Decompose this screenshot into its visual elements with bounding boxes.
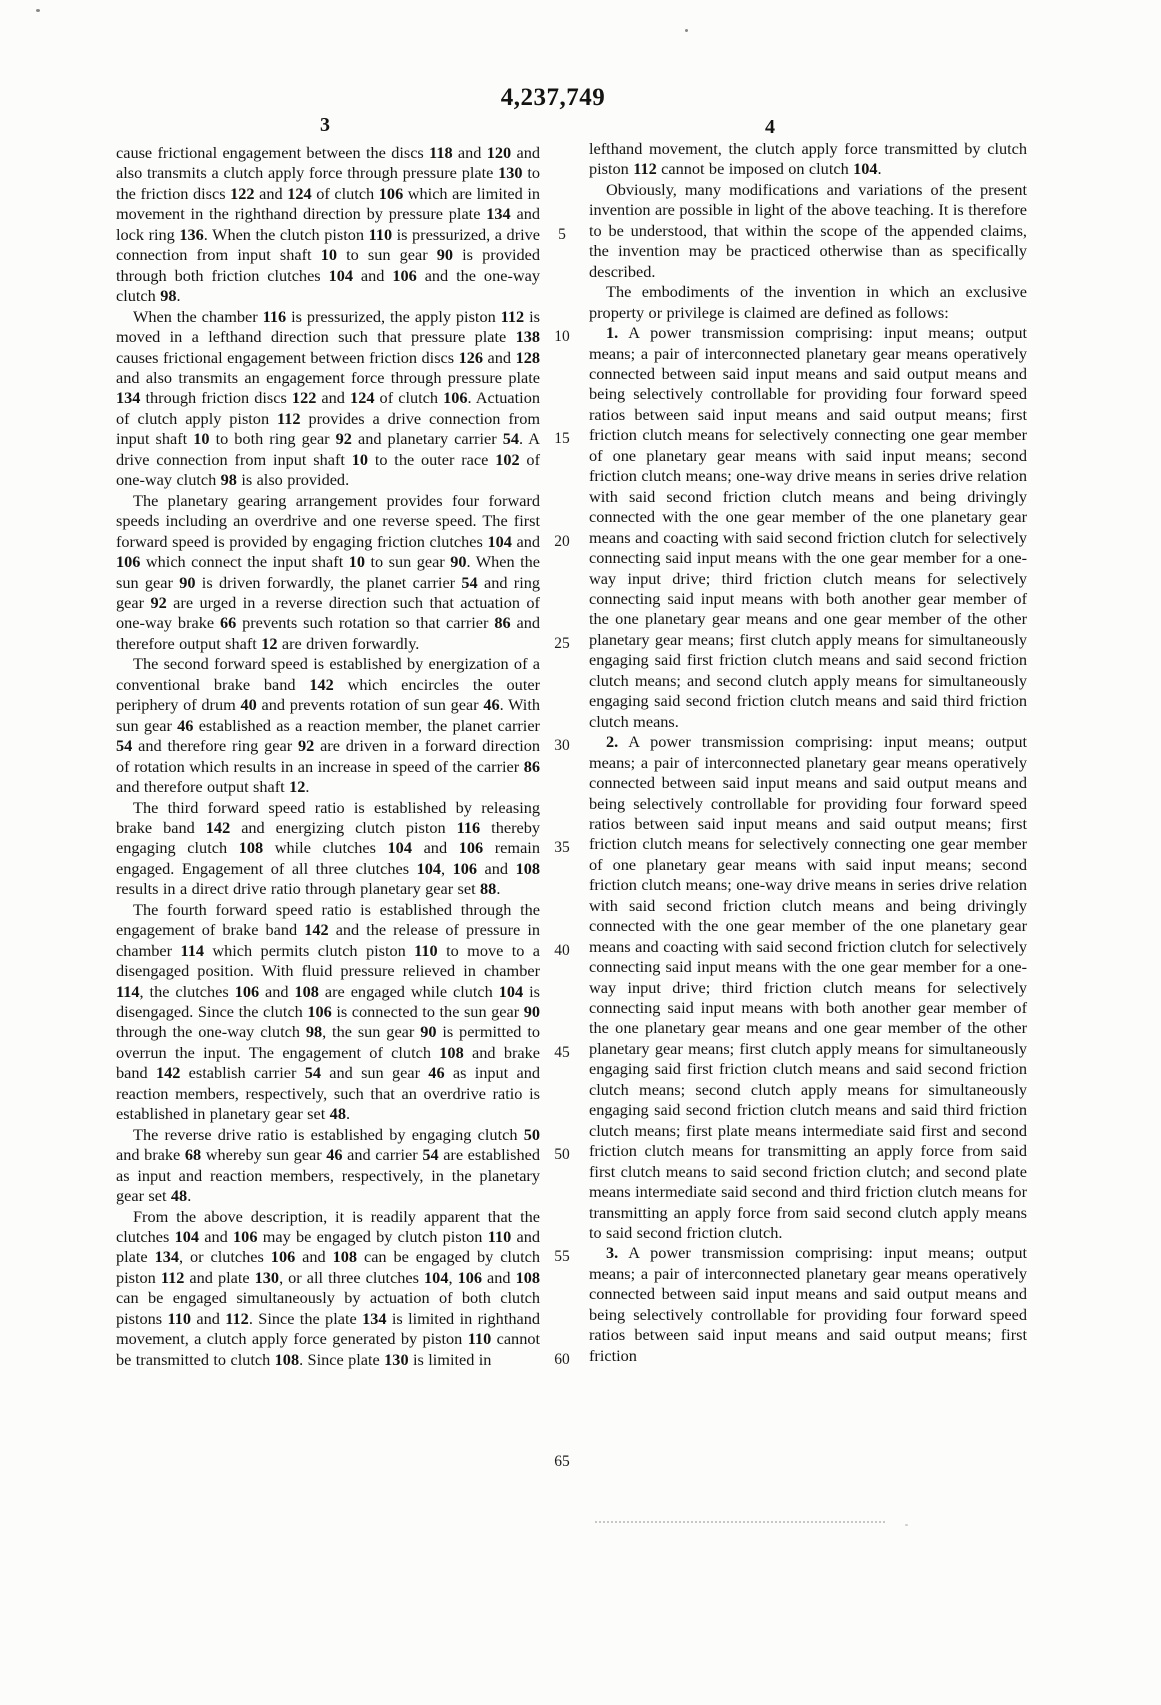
- line-number-65: 65: [554, 1452, 570, 1470]
- paragraph: 1. A power transmission comprising: input means; output means; a pair of interconnected planetary gear means operatively connected between said input means and said output means and being selectively controllable for providing four forward speed ratios between said input means and said output means; first friction clutch means for selectively connecting one gear member of one planetary gear means with said input means; second friction clutch means; one-way drive means in series drive relation with said second friction clutch means and being drivingly connected with the one gear member of the one planetary gear means and coacting with said second friction clutch for selectively connecting said input means with the one gear member for a one-way input drive; third friction clutch means for selectively connecting said input means with both another gear member of the one planetary gear means and one gear member of the other planetary gear means; first clutch apply means for simultaneously engaging said first friction clutch means and said second friction clutch means; and second clutch apply means for simultaneously engaging said second friction clutch means and said third friction clutch means.: [589, 323, 1027, 731]
- paragraph: The embodiments of the invention in which an exclusive property or privilege is claimed are defined as follows:: [589, 282, 1027, 322]
- paragraph: 3. A power transmission comprising: input means; output means; a pair of interconnected planetary gear means operatively connected between said input means and said output means and being selectively controllable for providing four forward speed ratios between said input means and said output means; first friction: [589, 1243, 1027, 1365]
- paragraph: From the above description, it is readily apparent that the clutches 104 and 106 may be engaged by clutch piston 110 and plate 134, or clutches 106 and 108 can be engaged by clutch piston 112 and plate 130, or all three clutches 104, 106 and 108 can be engaged simultaneously by actuation of both clutch pistons 110 and 112. Since the plate 134 is limited in righthand movement, a clutch apply force generated by piston 110 cannot be transmitted to clutch 108. Since plate 130 is limited in: [116, 1206, 540, 1369]
- scan-speck: [685, 29, 688, 32]
- line-number-60: 60: [554, 1350, 570, 1368]
- paragraph: Obviously, many modifications and variations of the present invention are possible in light of the above teaching. It is therefore to be understood, that within the scope of the appended claims, the invention may be practiced otherwise than as specifically described.: [589, 179, 1027, 281]
- line-number-15: 15: [554, 430, 570, 448]
- paragraph: 2. A power transmission comprising: input means; output means; a pair of interconnected planetary gear means operatively connected between said input means and said output means and being selectively controllable for providing four forward speed ratios between said input means and said output means; first friction clutch means for selectively connecting one gear member of one planetary gear means with said input means; second friction clutch means; one-way drive means in series drive relation with said second friction clutch means and being drivingly connected with the one gear member of the one planetary gear means and coacting with said second friction clutch for selectively connecting said input means with the one gear member for a one-way input drive; third friction clutch means for selectively connecting said input means with both another gear member of the one planetary gear means and one gear member of the other planetary gear means; first clutch apply means for simultaneously engaging said first friction clutch means and said second friction clutch means; second clutch apply means for simultaneously engaging said second friction clutch means and said third friction clutch means; first plate means intermediate said first and second friction clutch means for transmitting an apply force from said first clutch means to said second friction clutch; and second plate means intermediate said second and third friction clutch means for transmitting an apply force from said second clutch apply means to said second friction clutch.: [589, 732, 1027, 1243]
- column-left-text: [116, 143, 540, 1370]
- line-number-45: 45: [554, 1043, 570, 1061]
- paragraph: cause frictional engagement between the discs 118 and 120 and also transmits a clutch apply force through pressure plate 130 to the friction discs 122 and 124 of clutch 106 which are limited in movement in the righthand direction by pressure plate 134 and lock ring 136. When the clutch piston 110 is pressurized, a drive connection from input shaft 10 to sun gear 90 is provided through both friction clutches 104 and 106 and the one-way clutch 98.: [116, 143, 541, 306]
- paragraph: The fourth forward speed ratio is established through the engagement of brake band 142 and the release of pressure in chamber 114 which permits clutch piston 110 to move to a disengaged position. With fluid pressure relieved in chamber 114, the clutches 106 and 108 are engaged while clutch 104 is disengaged. Since the clutch 106 is connected to the sun gear 90 through the one-way clutch 98, the sun gear 90 is permitted to overrun the input. The engagement of clutch 108 and brake band 142 establish carrier 54 and sun gear 46 as input and reaction members, respectively, such that an overdrive ratio is established in planetary gear set 48.: [116, 899, 541, 1124]
- line-number-10: 10: [554, 328, 570, 346]
- paragraph: The planetary gearing arrangement provides four forward speeds including an overdrive and one reverse speed. The first forward speed is provided by engaging friction clutches 104 and 106 which connect the input shaft 10 to sun gear 90. When the sun gear 90 is driven forwardly, the planet carrier 54 and ring gear 92 are urged in a reverse direction such that actuation of one-way brake 66 prevents such rotation so that carrier 86 and therefore output shaft 12 are driven forwardly.: [116, 490, 541, 653]
- scan-speck: [36, 9, 40, 12]
- line-number-55: 55: [554, 1248, 570, 1266]
- paragraph: The reverse drive ratio is established by engaging clutch 50 and brake 68 whereby sun gear 46 and carrier 54 are established as input and reaction members, respectively, in the planetary gear set 48.: [116, 1124, 541, 1206]
- line-number-5: 5: [558, 225, 566, 243]
- column-number-left: 3: [320, 114, 330, 136]
- line-number-50: 50: [554, 1146, 570, 1164]
- column-right-text: [589, 139, 1027, 1366]
- paragraph: When the chamber 116 is pressurized, the apply piston 112 is moved in a lefthand direction such that pressure plate 138 causes frictional engagement between friction discs 126 and 128 and also transmits an engagement force through pressure plate 134 through friction discs 122 and 124 of clutch 106. Actuation of clutch apply piston 112 provides a drive connection from input shaft 10 to both ring gear 92 and planetary carrier 54. A drive connection from input shaft 10 to the outer race 102 of one-way clutch 98 is also provided.: [116, 306, 541, 490]
- line-number-30: 30: [554, 737, 570, 755]
- scan-speck: [905, 1524, 908, 1526]
- patent-number: 4,237,749: [500, 84, 606, 111]
- paragraph: lefthand movement, the clutch apply force transmitted by clutch piston 112 cannot be imposed on clutch 104.: [589, 139, 1027, 179]
- column-number-right: 4: [765, 116, 775, 138]
- paragraph: The third forward speed ratio is established by releasing brake band 142 and energizing clutch piston 116 thereby engaging clutch 108 while clutches 104 and 106 remain engaged. Engagement of all three clutches 104, 106 and 108 results in a direct drive ratio through planetary gear set 88.: [116, 797, 540, 899]
- line-number-25: 25: [554, 634, 570, 652]
- paragraph: The second forward speed is established by energization of a conventional brake band 142 which encircles the outer periphery of drum 40 and prevents rotation of sun gear 46. With sun gear 46 established as a reaction member, the planet carrier 54 and therefore ring gear 92 are driven in a forward direction of rotation which results in an increase in speed of the carrier 86 and therefore output shaft 12.: [116, 654, 540, 797]
- line-number-35: 35: [554, 839, 570, 857]
- line-number-40: 40: [554, 941, 570, 959]
- line-number-20: 20: [554, 532, 570, 550]
- scan-artifact-dotted-line: [595, 1521, 885, 1525]
